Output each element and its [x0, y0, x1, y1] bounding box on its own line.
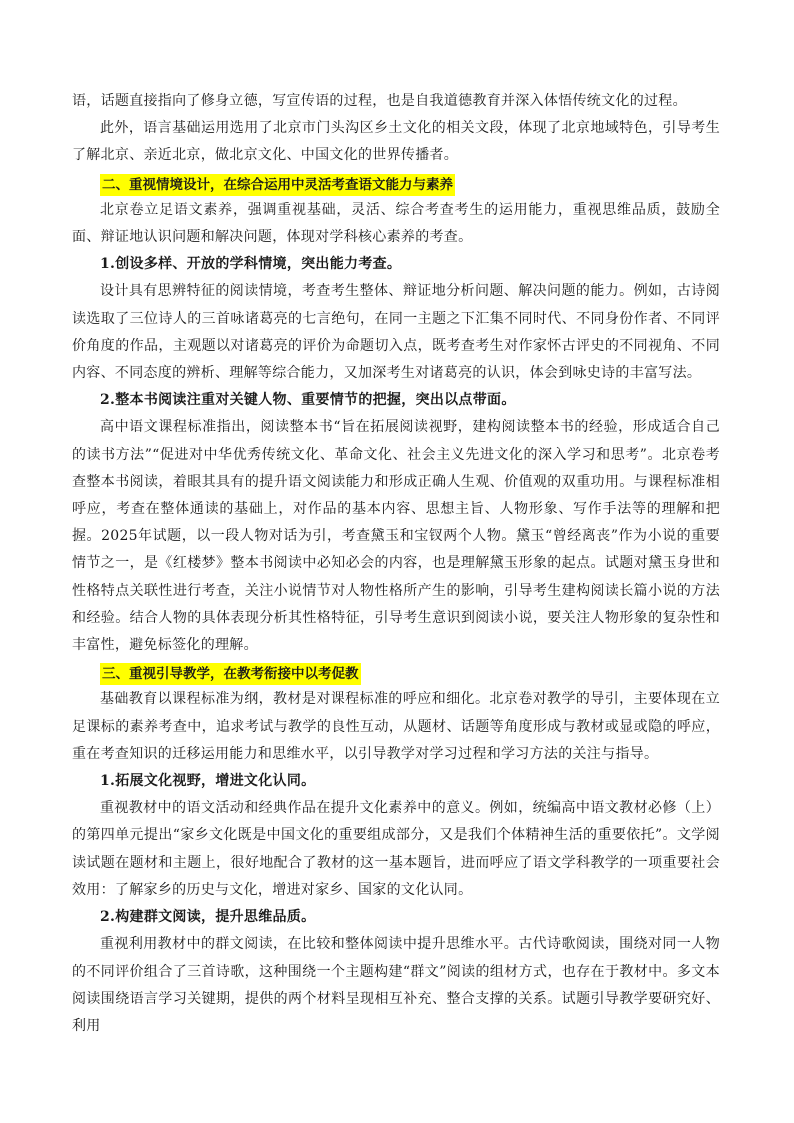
subheading-4: 2.构建群文阅读，提升思维品质。	[100, 909, 316, 926]
paragraph: 重视利用教材中的群文阅读，在比较和整体阅读中提升思维水平。古代诗歌阅读，围绕对同一人物的不同评价组合了三首诗歌，这种围绕一个主题构建“群文”阅读的组材方式，也存在于教材中。多文本阅读围绕语言学习关键期，提供的两个材料呈现相互补充、整合支撑的关系。试题引导教学要研究好、利用	[72, 936, 720, 1034]
paragraph: 语，话题直接指向了修身立德，写宣传语的过程，也是自我道德教育并深入体悟传统文化的过程。	[72, 93, 687, 109]
paragraph: 北京卷立足语文素养，强调重视基础，灵活、综合考查考生的运用能力，重视思维品质，鼓励全面、辩证地认识问题和解决问题，体现对学科核心素养的考查。	[72, 201, 720, 246]
paragraph: 此外，语言基础运用选用了北京市门头沟区乡土文化的相关文段，体现了北京地域特色，引导考生了解北京、亲近北京，做北京文化、中国文化的世界传播者。	[72, 120, 720, 164]
paragraph: 高中语文课程标准指出，阅读整本书“旨在拓展阅读视野，建构阅读整本书的经验，形成适合自己的读书方法”“促进对中华优秀传统文化、革命文化、社会主义先进文化的深入学习和思考”。北京卷考查整本书阅读，着眼其具有的提升语文阅读能力和形成正确人生观、价值观的双重功用。与课程标准相呼应，考查在整体通读的基础上，对作品的基本内容、思想主旨、人物形象、写作手法等的理解和把握。2025年试题，以一段人物对话为引，考查黛玉和宝钗两个人物。黛玉“曾经离丧”作为小说的重要情节之一，是《红楼梦》整本书阅读中必知必会的内容，也是理解黛玉形象的起点。试题对黛玉身世和性格特点关联性进行考查，关注小说情节对人物性格所产生的影响，引导考生建构阅读长篇小说的方法和经验。结合人物的具体表现分析其性格特征，引导考生意识到阅读小说，要关注人物形象的复杂性和丰富性，避免标签化的理解。	[72, 419, 720, 654]
paragraph: 重视教材中的语文活动和经典作品在提升文化素养中的意义。例如，统编高中语文教材必修（上）的第四单元提出“家乡文化既是中国文化的重要组成部分，又是我们个体精神生活的重要依托”。文学阅读试题在题材和主题上，很好地配合了教材的这一基本题旨，进而呼应了语文学科教学的一项重要社会效用：了解家乡的历史与文化，增进对家乡、国家的文化认同。	[72, 800, 720, 898]
section-heading-3: 三、重视引导教学，在教考衔接中以考促教	[100, 663, 361, 685]
section-heading-wrap	[72, 659, 720, 686]
subheading-2: 2.整本书阅读注重对关键人物、重要情节的把握，突出以点带面。	[100, 392, 516, 409]
subheading-1: 1.创设多样、开放的学科情境，突出能力考查。	[100, 256, 402, 273]
section-heading-2: 二、重视情境设计，在综合运用中灵活考查语文能力与素养	[100, 174, 455, 196]
subheading-3: 1.拓展文化视野，增进文化认同。	[100, 773, 316, 790]
section-heading-wrap	[72, 170, 720, 197]
paragraph: 基础教育以课程标准为纲，教材是对课程标准的呼应和细化。北京卷对教学的导引，主要体现在立足课标的素养考查中，追求考试与教学的良性互动，从题材、话题等角度形成与教材或显或隐的呼应，重在考查知识的迁移运用能力和思维水平，以引导教学对学习过程和学习方法的关注与指导。	[72, 691, 720, 762]
document-page	[72, 88, 720, 1040]
paragraph: 设计具有思辨特征的阅读情境，考查考生整体、辩证地分析问题、解决问题的能力。例如，古诗阅读选取了三位诗人的三首咏诸葛亮的七言绝句，在同一主题之下汇集不同时代、不同身份作者、不同评价角度的作品，主观题以对诸葛亮的评价为命题切入点，既考查考生对作家怀古评史的不同视角、不同内容、不同态度的辨析、理解等综合能力，又加深考生对诸葛亮的认识，体会到咏史诗的丰富写法。	[72, 283, 720, 382]
